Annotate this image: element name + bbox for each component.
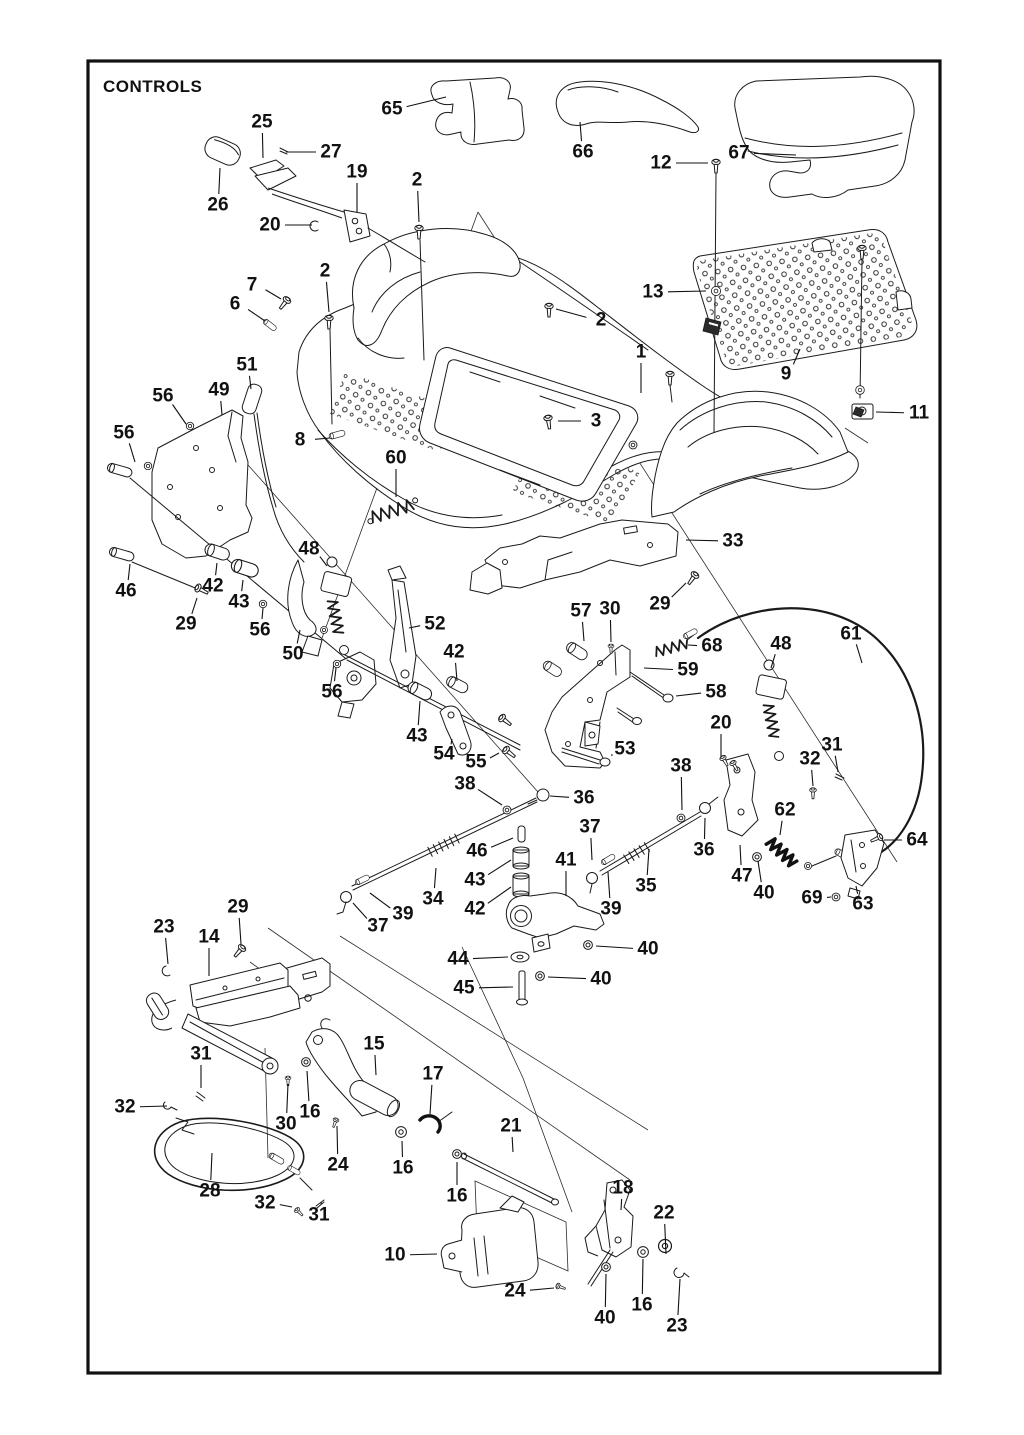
callout-56: 56 — [321, 681, 343, 703]
leader-line-33 — [686, 540, 718, 541]
callout-67: 67 — [728, 142, 750, 164]
callout-42: 42 — [443, 641, 465, 663]
callout-29: 29 — [227, 896, 249, 918]
callout-35: 35 — [635, 875, 657, 897]
callout-40: 40 — [753, 882, 775, 904]
callout-48: 48 — [770, 633, 792, 655]
callout-57: 57 — [570, 600, 592, 622]
diagram-title: CONTROLS — [103, 77, 203, 96]
callout-10: 10 — [384, 1244, 406, 1266]
callout-29: 29 — [175, 613, 197, 635]
callout-40: 40 — [594, 1307, 616, 1329]
leader-line-24 — [337, 1126, 338, 1154]
callout-68: 68 — [701, 635, 723, 657]
callout-2: 2 — [411, 169, 423, 191]
callout-49: 49 — [208, 379, 230, 401]
callout-55: 55 — [465, 751, 487, 773]
callout-43: 43 — [228, 591, 250, 613]
callout-32: 32 — [114, 1096, 136, 1118]
callout-37: 37 — [579, 816, 601, 838]
callout-46: 46 — [115, 580, 137, 602]
callout-16: 16 — [299, 1101, 321, 1123]
leader-line-40 — [605, 1274, 606, 1307]
leader-line-30 — [610, 620, 611, 642]
callout-16: 16 — [631, 1294, 653, 1316]
callout-33: 33 — [722, 530, 744, 552]
callout-16: 16 — [392, 1157, 414, 1179]
callout-45: 45 — [453, 977, 475, 999]
callout-11: 11 — [908, 402, 930, 424]
callout-59: 59 — [677, 659, 699, 681]
callout-39: 39 — [600, 898, 622, 920]
callout-58: 58 — [705, 681, 727, 703]
callout-39: 39 — [392, 903, 414, 925]
callout-12: 12 — [650, 152, 672, 174]
callout-47: 47 — [731, 865, 753, 887]
callout-7: 7 — [246, 274, 258, 296]
nut-retainer-11 — [852, 404, 873, 419]
leader-line-11 — [876, 412, 904, 413]
callout-21: 21 — [500, 1115, 522, 1137]
callout-26: 26 — [207, 194, 229, 216]
callout-40: 40 — [637, 938, 659, 960]
callout-15: 15 — [363, 1033, 385, 1055]
leader-line-10 — [410, 1254, 437, 1255]
callout-43: 43 — [464, 869, 486, 891]
leader-line-18 — [621, 1199, 622, 1210]
callout-65: 65 — [381, 98, 403, 120]
callout-24: 24 — [327, 1154, 349, 1176]
callout-18: 18 — [612, 1177, 634, 1199]
callout-51: 51 — [236, 354, 258, 376]
callout-41: 41 — [555, 849, 577, 871]
callout-64: 64 — [906, 829, 928, 851]
leader-line-45 — [479, 987, 513, 988]
callout-38: 38 — [454, 773, 476, 795]
leader-line-25 — [262, 133, 263, 158]
callout-6: 6 — [229, 293, 241, 315]
callout-13: 13 — [642, 281, 664, 303]
callout-23: 23 — [666, 1315, 688, 1337]
leader-line-68 — [688, 645, 697, 646]
callout-30: 30 — [275, 1113, 297, 1135]
callout-30: 30 — [599, 598, 621, 620]
callout-56: 56 — [249, 619, 271, 641]
callout-56: 56 — [152, 385, 174, 407]
callout-53: 53 — [614, 738, 636, 760]
callout-42: 42 — [464, 898, 486, 920]
callout-2: 2 — [595, 309, 607, 331]
callout-36: 36 — [573, 787, 595, 809]
callout-38: 38 — [670, 755, 692, 777]
callout-27: 27 — [320, 141, 342, 163]
callout-24: 24 — [504, 1280, 526, 1302]
callout-20: 20 — [710, 712, 732, 734]
callout-8: 8 — [294, 429, 306, 451]
leader-line-32 — [140, 1106, 167, 1107]
leader-line-38 — [681, 777, 682, 810]
callout-61: 61 — [840, 623, 862, 645]
callout-40: 40 — [590, 968, 612, 990]
callout-3: 3 — [590, 410, 602, 432]
callout-28: 28 — [199, 1180, 221, 1202]
callout-48: 48 — [298, 538, 320, 560]
callout-2: 2 — [319, 260, 331, 282]
callout-69: 69 — [801, 887, 823, 909]
callout-17: 17 — [422, 1063, 444, 1085]
callout-37: 37 — [367, 915, 389, 937]
leader-line-36 — [704, 818, 705, 839]
callout-23: 23 — [153, 916, 175, 938]
callout-54: 54 — [433, 743, 455, 765]
callout-43: 43 — [406, 725, 428, 747]
callout-19: 19 — [346, 161, 368, 183]
callout-16: 16 — [446, 1185, 468, 1207]
leader-line-16 — [642, 1259, 643, 1294]
callout-20: 20 — [259, 214, 281, 236]
callout-1: 1 — [635, 341, 647, 363]
callout-14: 14 — [198, 926, 220, 948]
callout-50: 50 — [282, 643, 304, 665]
callout-62: 62 — [774, 799, 796, 821]
callout-29: 29 — [649, 593, 671, 615]
callout-22: 22 — [653, 1202, 675, 1224]
callout-46: 46 — [466, 840, 488, 862]
callout-34: 34 — [422, 888, 444, 910]
callout-31: 31 — [821, 734, 843, 756]
callout-52: 52 — [424, 613, 446, 635]
callout-60: 60 — [385, 447, 407, 469]
callout-42: 42 — [202, 575, 224, 597]
callout-44: 44 — [447, 948, 469, 970]
callout-32: 32 — [799, 748, 821, 770]
callout-32: 32 — [254, 1192, 276, 1214]
callout-9: 9 — [780, 363, 792, 385]
callout-25: 25 — [251, 111, 273, 133]
callout-63: 63 — [852, 893, 874, 915]
callout-56: 56 — [113, 422, 135, 444]
callout-36: 36 — [693, 839, 715, 861]
callout-66: 66 — [572, 141, 594, 163]
callout-31: 31 — [190, 1043, 212, 1065]
callout-31: 31 — [308, 1204, 330, 1226]
